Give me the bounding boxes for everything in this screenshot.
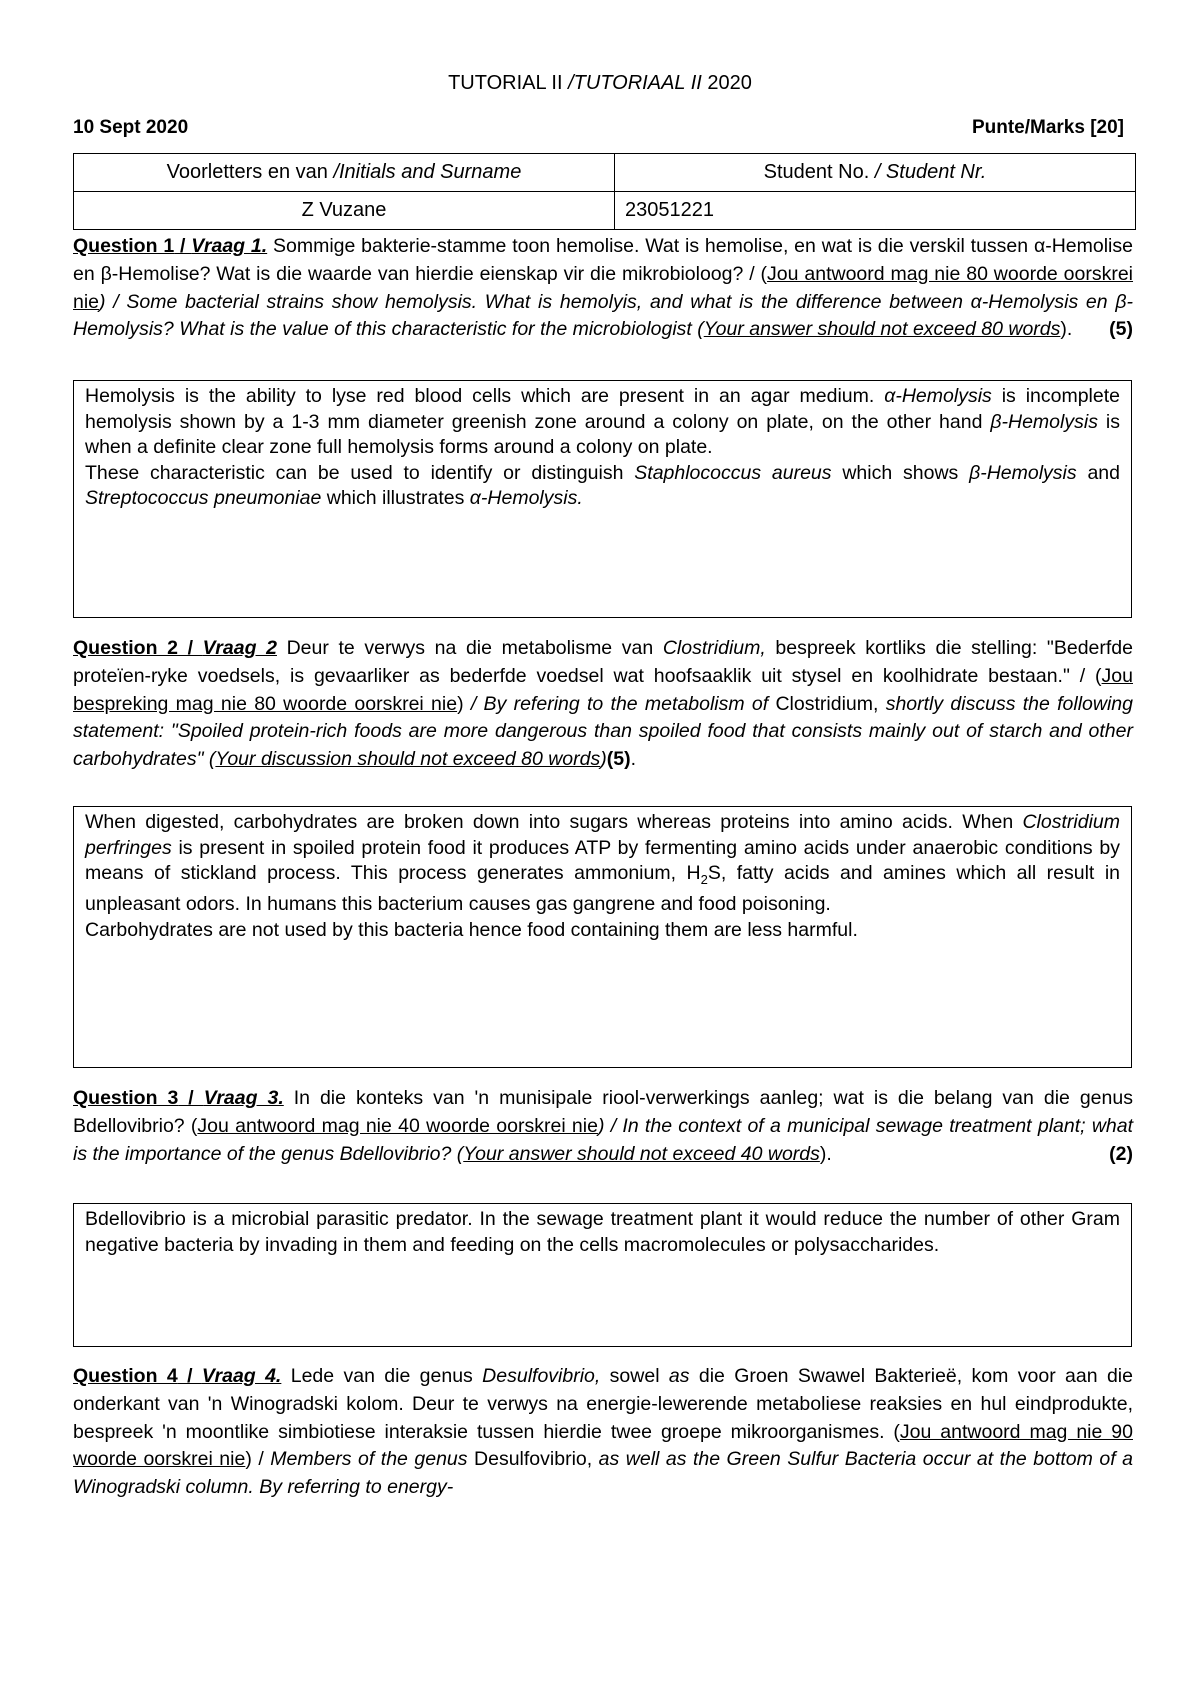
question-1-text-af: Sommige bakterie-stamme toon hemolise. Wat is hemolise, en wat is die verskil tussen α-Hemolise en β-Hemolise? Wat is die waarde van hierdie eienskap vir die mikrobioloog? / (: [73, 235, 1133, 285]
answer-box-2[interactable]: [73, 806, 1132, 1068]
question-3-limit-en: Your answer should not exceed 40 words: [463, 1142, 820, 1165]
question-1-text-en: ) / Some bacterial strains show hemolysis. What is hemolyis, and what is the difference between α-Hemolysis en β-Hemolysis? What is the value of this characteristic for the microbiologist (: [73, 290, 1133, 341]
table-header-row: [74, 154, 1136, 192]
answer-2-paragraph-2: Carbohydrates are not used by this bacteria hence food containing them are less harmful.: [85, 918, 858, 941]
answer-1-paragraph-1: Hemolysis is the ability to lyse red blood cells which are present in an agar medium. α-Hemolysis is incomplete hemolysis shown by a 1-3 mm diameter greenish zone around a colony on plate, on the other hand β-Hemolysis is when a definite clear zone full hemolysis forms around a colony on plate.: [85, 385, 1120, 458]
question-3-limit-af: Jou antwoord mag nie 40 woorde oorskrei nie: [197, 1114, 598, 1137]
question-2: Question 2 / Vraag 2 Deur te verwys na die metabolisme van Clostridium, bespreek kortliks die stelling: "Bederfde proteïen-ryke voedsels, is gevaarliker as bederfde voedsel wat hoofsaaklik uit stysel en koolhidrate bestaan." / (Jou bespreking mag nie 80 woorde oorskrei nie) / By refering to the metabolism of Clostridium, shortly discuss the following statement: "Spoiled protein-rich foods are more dangerous than spoiled food that consists mainly out of starch and other carbohydrates" (Your discussion should not exceed 80 words)(5).: [73, 637, 1133, 771]
question-4: Question 4 / Vraag 4. Lede van die genus Desulfovibrio, sowel as die Groen Swawel Bakterieë, kom voor aan die onderkant van 'n Winogradski kolom. Deur te verwys na energie-lewerende metaboliese reaksies en hul eindprodukte, bespreek 'n moontlike simbiotiese interaksie tussen hierdie twee groepe mikroorganismes. (Jou antwoord mag nie 90 woorde oorskrei nie) / Members of the genus Desulfovibrio, as well as the Green Sulfur Bacteria occur at the bottom of a Winogradski column. By referring to energy-: [73, 1365, 1134, 1499]
question-2-limit-en: Your discussion should not exceed 80 words: [215, 748, 601, 771]
answer-2-paragraph-1: When digested, carbohydrates are broken down into sugars whereas proteins into amino acids. When Clostridium perfringes is present in spoiled protein food it produces ATP by fermenting amino acids under anaerobic conditions by means of stickland process. This process generates ammonium, $H_2S$, fatty acids and amines which all result in unpleasant odors. In humans this bacterium causes gas gangrene and food poisoning.: [85, 811, 1120, 916]
name-header-text: Voorletters en van: [166, 161, 334, 183]
answer-box-1[interactable]: [73, 380, 1132, 618]
answer-box-3[interactable]: [73, 1203, 1132, 1347]
question-3-marks: (2): [1109, 1142, 1133, 1165]
question-1-limit-af: Jou antwoord mag nie 80 woorde oorskrei nie: [73, 262, 1134, 313]
question-1-limit-en: Your answer should not exceed 80 words: [703, 318, 1061, 341]
name-header-cell: [74, 154, 615, 192]
question-3-text-af: In die konteks van 'n munisipale riool-verwerkings aanleg; wat is die belang van die genus Bdellovibrio? (: [73, 1087, 1133, 1137]
question-4-label: Question 4 / Vraag 4.: [73, 1365, 282, 1387]
question-2-text-af: Deur te verwys na die metabolisme van: [276, 637, 663, 659]
title-italic-text: /TUTORIAAL II: [568, 72, 702, 94]
question-2-text-en: / By refering to the metabolism of: [470, 692, 769, 715]
question-3-text-en: ) / In the context of a municipal sewage treatment plant; what is the importance of the genus Bdellovibrio? (: [73, 1114, 1134, 1165]
answer-1-paragraph-2: These characteristic can be used to identify or distinguish Staphlococcus aureus which shows β-Hemolysis and Streptococcus pneumoniae which illustrates α-Hemolysis.: [85, 461, 1120, 509]
name-header-italic: /Initials and Surname: [333, 161, 522, 183]
document-title: [0, 72, 1200, 95]
answer-3-text: Bdellovibrio is a microbial parasitic predator. In the sewage treatment plant it would reduce the number of other Gram negative bacteria by invading in them and feeding on the cells macromolecules or polysaccharides.: [85, 1208, 1120, 1256]
title-text: TUTORIAL II: [448, 72, 569, 94]
question-2-limit-af: Jou bespreking mag nie 80 woorde oorskrei nie: [73, 664, 1133, 715]
total-marks: Punte/Marks [20]: [971, 117, 1124, 138]
title-year: 2020: [701, 72, 752, 94]
question-4-text-en: Members of the genus: [270, 1448, 468, 1471]
question-4-text-af: Lede van die genus: [281, 1365, 483, 1387]
student-no-header-italic: / Student Nr.: [874, 161, 987, 183]
table-value-row: [74, 192, 1136, 230]
question-3: Question 3 / Vraag 3. In die konteks van 'n munisipale riool-verwerkings aanleg; wat is die belang van die genus Bdellovibrio? (Jou antwoord mag nie 40 woorde oorskrei nie) / In the context of a municipal sewage treatment plant; what is the importance of the genus Bdellovibrio? (Your answer should not exceed 40 words). (2): [73, 1085, 1133, 1168]
name-value-cell[interactable]: Z Vuzane: [74, 192, 615, 230]
question-1: Question 1 / Vraag 1. Sommige bakterie-stamme toon hemolise. Wat is hemolise, en wat is die verskil tussen α-Hemolise en β-Hemolise? Wat is die waarde van hierdie eienskap vir die mikrobioloog? / (Jou antwoord mag nie 80 woorde oorskrei nie) / Some bacterial strains show hemolysis. What is hemolyis, and what is the difference between α-Hemolysis en β-Hemolysis? What is the value of this characteristic for the microbiologist (Your answer should not exceed 80 words). (5): [73, 233, 1133, 344]
document-date: 10 Sept 2020: [73, 117, 189, 138]
question-2-marks: (5): [606, 748, 631, 771]
question-2-label: Question 2 / Vraag 2: [73, 637, 277, 659]
student-id-table: [73, 153, 1136, 230]
student-no-value-cell[interactable]: 23051221: [615, 192, 1136, 230]
question-4-limit-af: Jou antwoord mag nie 90 woorde oorskrei nie: [73, 1420, 1133, 1471]
question-3-label: Question 3 / Vraag 3.: [73, 1087, 284, 1109]
question-1-marks: (5): [1109, 318, 1133, 341]
student-no-header-text: Student No.: [763, 161, 875, 183]
student-no-header-cell: [615, 154, 1136, 192]
question-1-label: Question 1 / Vraag 1.: [73, 235, 268, 257]
